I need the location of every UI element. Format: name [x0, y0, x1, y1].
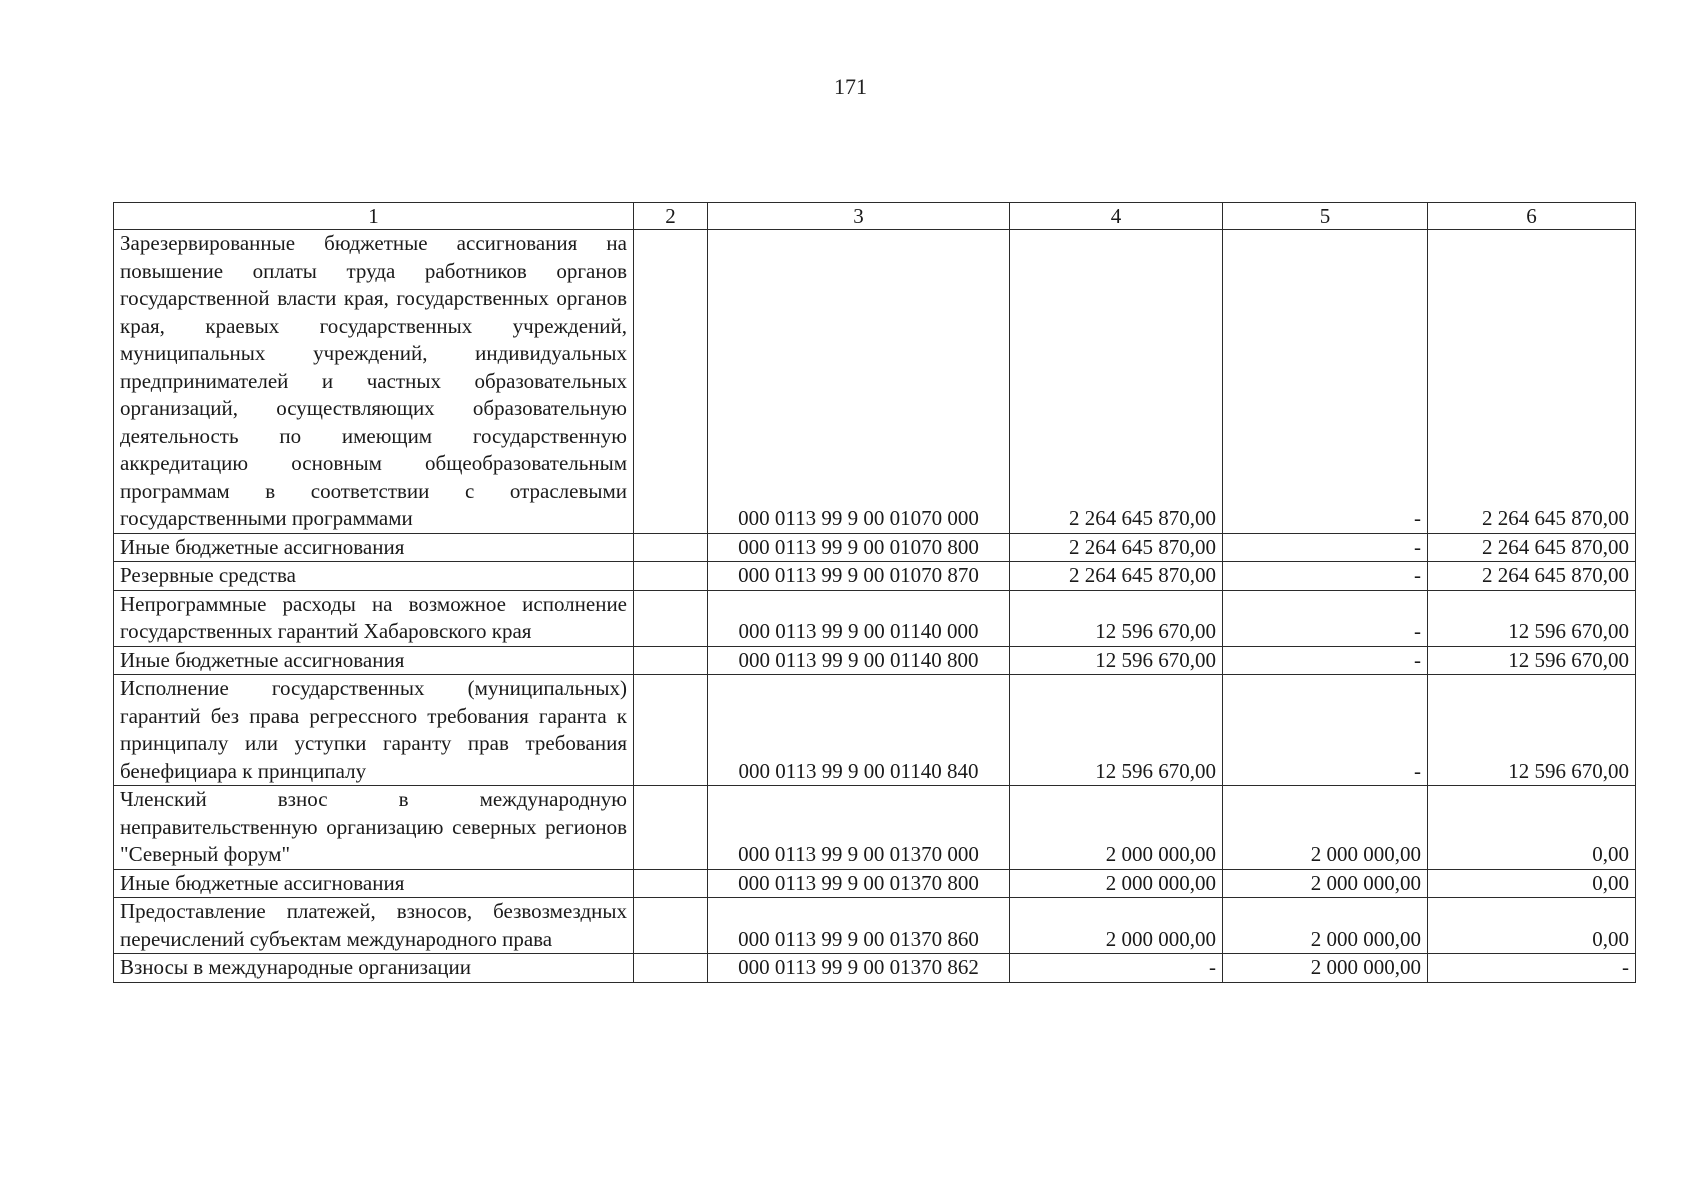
- row-col2-cell: [634, 646, 708, 675]
- table-row: [114, 533, 1636, 562]
- column-header-1: 1: [114, 203, 634, 230]
- column-header-3: 3: [708, 203, 1010, 230]
- row-value-col4-cell: 2 000 000,00: [1010, 786, 1223, 870]
- row-value-col5-cell: 2 000 000,00: [1223, 954, 1428, 983]
- row-value-col5-cell: -: [1223, 230, 1428, 534]
- column-header-4: 4: [1010, 203, 1223, 230]
- row-col2-cell: [634, 533, 708, 562]
- row-name-cell: Исполнение государственных (муниципальных) гарантий без права регрессного требования гаранта к принципалу или уступки гаранту прав требования бенефициара к принципалу: [114, 675, 634, 786]
- table-row: [114, 954, 1636, 983]
- row-name-cell: Иные бюджетные ассигнования: [114, 533, 634, 562]
- row-value-col4-cell: 2 264 645 870,00: [1010, 533, 1223, 562]
- row-value-col5-cell: -: [1223, 533, 1428, 562]
- row-value-col6-cell: 12 596 670,00: [1428, 646, 1636, 675]
- row-code-cell: 000 0113 99 9 00 01370 860: [708, 898, 1010, 954]
- row-value-col4-cell: 12 596 670,00: [1010, 590, 1223, 646]
- row-code-cell: 000 0113 99 9 00 01140 840: [708, 675, 1010, 786]
- table-row: [114, 869, 1636, 898]
- row-name-cell: Взносы в международные организации: [114, 954, 634, 983]
- row-value-col6-cell: 0,00: [1428, 869, 1636, 898]
- row-name-cell: Резервные средства: [114, 562, 634, 591]
- row-col2-cell: [634, 675, 708, 786]
- row-name-cell: Непрограммные расходы на возможное исполнение государственных гарантий Хабаровского края: [114, 590, 634, 646]
- row-col2-cell: [634, 786, 708, 870]
- row-value-col5-cell: -: [1223, 590, 1428, 646]
- row-col2-cell: [634, 230, 708, 534]
- row-value-col5-cell: 2 000 000,00: [1223, 869, 1428, 898]
- row-value-col5-cell: 2 000 000,00: [1223, 898, 1428, 954]
- row-code-cell: 000 0113 99 9 00 01370 000: [708, 786, 1010, 870]
- row-name-cell: Иные бюджетные ассигнования: [114, 646, 634, 675]
- table-body: [114, 230, 1636, 983]
- row-code-cell: 000 0113 99 9 00 01070 870: [708, 562, 1010, 591]
- row-col2-cell: [634, 898, 708, 954]
- row-name-cell: Членский взнос в международную неправительственную организацию северных регионов "Северный форум": [114, 786, 634, 870]
- row-value-col6-cell: 12 596 670,00: [1428, 590, 1636, 646]
- table-row: [114, 230, 1636, 534]
- row-col2-cell: [634, 869, 708, 898]
- row-value-col5-cell: -: [1223, 675, 1428, 786]
- table-row: [114, 590, 1636, 646]
- table-row: [114, 898, 1636, 954]
- row-name-cell: Иные бюджетные ассигнования: [114, 869, 634, 898]
- row-col2-cell: [634, 562, 708, 591]
- row-value-col4-cell: 12 596 670,00: [1010, 646, 1223, 675]
- row-value-col5-cell: -: [1223, 646, 1428, 675]
- row-value-col4-cell: 2 000 000,00: [1010, 898, 1223, 954]
- row-col2-cell: [634, 954, 708, 983]
- table-row: [114, 646, 1636, 675]
- row-code-cell: 000 0113 99 9 00 01370 800: [708, 869, 1010, 898]
- table-row: [114, 786, 1636, 870]
- row-value-col6-cell: 12 596 670,00: [1428, 675, 1636, 786]
- table-row: [114, 562, 1636, 591]
- row-value-col6-cell: 2 264 645 870,00: [1428, 562, 1636, 591]
- row-value-col6-cell: 0,00: [1428, 786, 1636, 870]
- row-value-col4-cell: 2 264 645 870,00: [1010, 562, 1223, 591]
- row-value-col6-cell: 2 264 645 870,00: [1428, 533, 1636, 562]
- row-code-cell: 000 0113 99 9 00 01370 862: [708, 954, 1010, 983]
- row-code-cell: 000 0113 99 9 00 01070 800: [708, 533, 1010, 562]
- table-row: [114, 675, 1636, 786]
- row-code-cell: 000 0113 99 9 00 01140 800: [708, 646, 1010, 675]
- row-value-col5-cell: 2 000 000,00: [1223, 786, 1428, 870]
- row-value-col4-cell: 12 596 670,00: [1010, 675, 1223, 786]
- row-name-cell: Предоставление платежей, взносов, безвозмездных перечислений субъектам международного права: [114, 898, 634, 954]
- budget-table: [113, 202, 1636, 983]
- row-value-col6-cell: 2 264 645 870,00: [1428, 230, 1636, 534]
- column-header-5: 5: [1223, 203, 1428, 230]
- row-code-cell: 000 0113 99 9 00 01070 000: [708, 230, 1010, 534]
- row-code-cell: 000 0113 99 9 00 01140 000: [708, 590, 1010, 646]
- row-value-col4-cell: 2 264 645 870,00: [1010, 230, 1223, 534]
- page-number: 171: [834, 74, 867, 99]
- row-name-cell: Зарезервированные бюджетные ассигнования на повышение оплаты труда работников органов государственной власти края, государственных органов края, краевых государственных учреждений, муниципальных учреждений, индивидуальных предпринимателей и частных образовательных организаций, осуществляющих образовательную деятельность по имеющим государственную аккредитацию основным общеобразовательным программам в соответствии с отраслевыми государственными программами: [114, 230, 634, 534]
- row-value-col6-cell: 0,00: [1428, 898, 1636, 954]
- row-value-col5-cell: -: [1223, 562, 1428, 591]
- row-value-col4-cell: -: [1010, 954, 1223, 983]
- table-header-row: [114, 203, 1636, 230]
- row-value-col4-cell: 2 000 000,00: [1010, 869, 1223, 898]
- row-col2-cell: [634, 590, 708, 646]
- row-value-col6-cell: -: [1428, 954, 1636, 983]
- column-header-6: 6: [1428, 203, 1636, 230]
- column-header-2: 2: [634, 203, 708, 230]
